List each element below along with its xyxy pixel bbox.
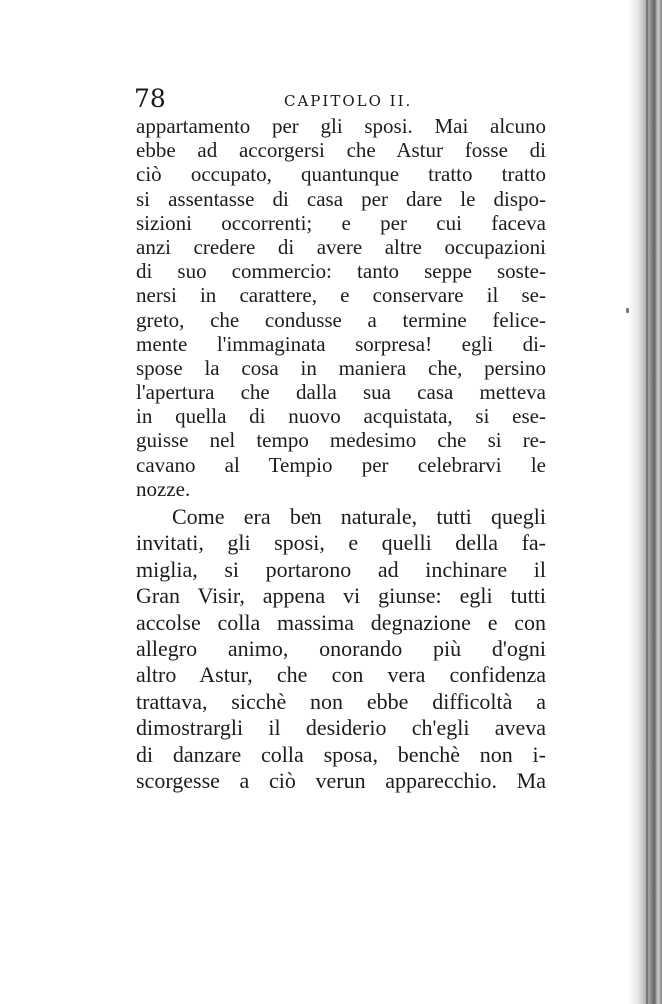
page-edge-shadow [628,0,662,1004]
text-line: trattava, sicchè non ebbe difficoltà a [136,688,546,714]
page-edge-line [646,0,648,1004]
running-head: CAPITOLO II. [284,92,413,110]
text-line: guisse nel tempo medesimo che si re- [136,428,546,453]
text-line: allegro animo, onorando più d'ogni [136,635,546,661]
text-line: di danzare colla sposa, benchè non i- [136,741,546,767]
scan-speck [626,308,629,313]
body-text [136,114,546,794]
text-line: ciò occupato, quantunque tratto tratto [136,162,546,187]
text-line: l'apertura che dalla sua casa metteva [136,380,546,405]
text-line: miglia, si portarono ad inchinare il [136,556,546,582]
text-line: nersi in carattere, e conservare il se- [136,283,546,308]
text-line: in quella di nuovo acquistata, si ese- [136,404,546,429]
page-header [134,84,554,114]
text-line: dimostrargli il desiderio ch'egli aveva [136,715,546,741]
text-line: nozze. [136,476,191,501]
text-line: accolse colla massima degnazione e con [136,609,546,635]
text-line: si assentasse di casa per dare le dispo- [136,186,546,211]
page-number: 78 [134,84,166,113]
text-line: spose la cosa in maniera che, persino [136,355,546,380]
text-line: greto, che condusse a termine felice- [136,307,546,332]
text-line: mente l'immaginata sorpresa! egli di- [136,331,546,356]
text-line: anzi credere di avere altre occupazioni [136,234,546,259]
text-line: Gran Visir, appena vi giunse: egli tutti [136,583,546,609]
text-line: Come era ben naturale, tutti quegli [172,504,546,529]
text-line: sizioni occorrenti; e per cui faceva [136,210,546,235]
text-line: di suo commercio: tanto seppe soste- [136,259,546,284]
text-line: cavano al Tempio per celebrarvi le [136,452,546,477]
text-line: invitati, gli sposi, e quelli della fa- [136,530,546,556]
text-line: altro Astur, che con vera confidenza [136,662,546,688]
text-line: ebbe ad accorgersi che Astur fosse di [136,138,546,163]
text-line: appartamento per gli sposi. Mai alcuno [136,114,546,138]
paragraph-1 [136,114,546,501]
paragraph-2 [136,504,546,794]
text-line: scorgesse a ciò verun apparecchio. Ma [136,767,546,793]
